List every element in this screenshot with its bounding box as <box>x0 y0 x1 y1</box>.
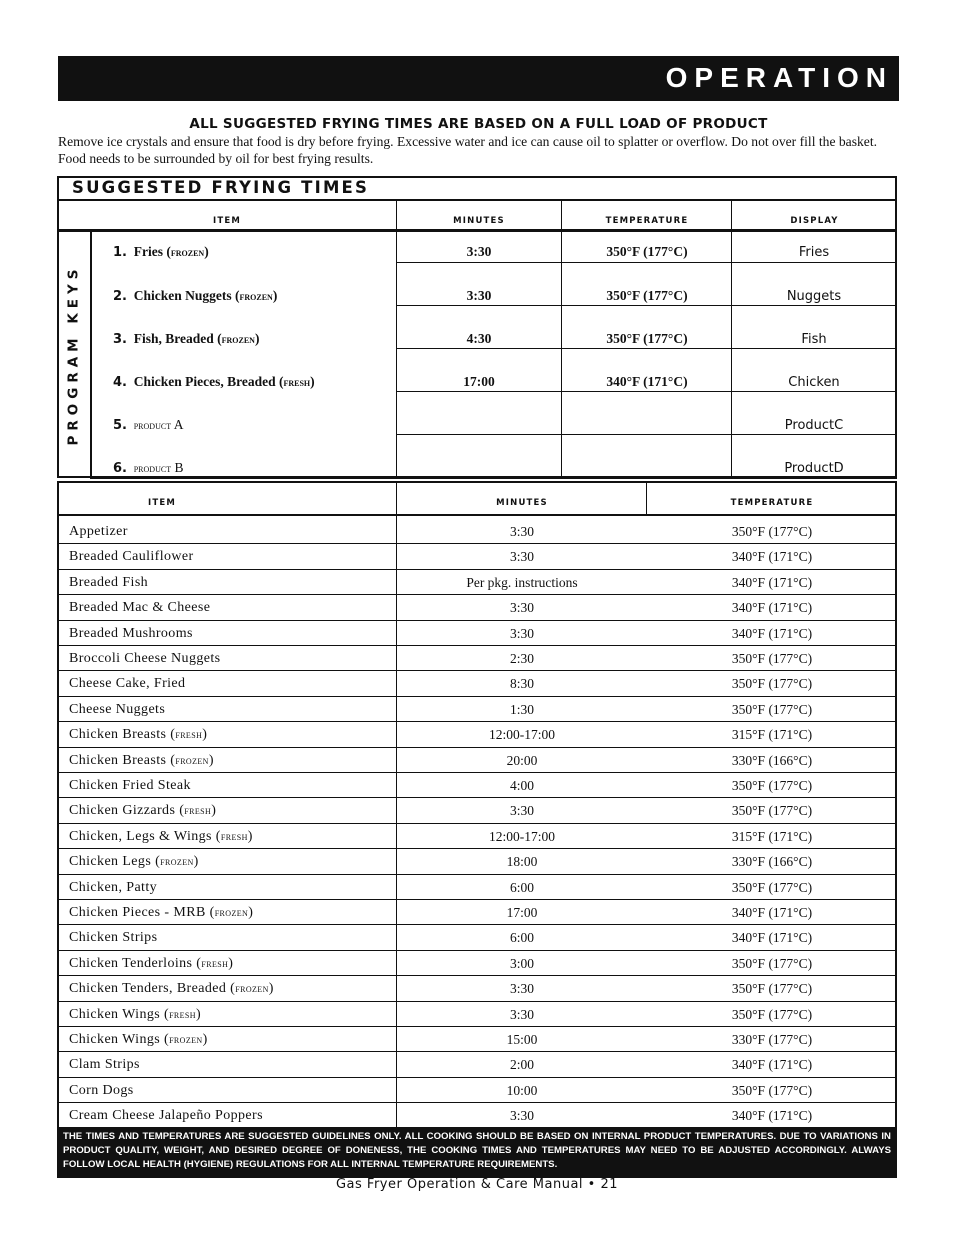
col-header-display: DISPLAY <box>790 216 839 226</box>
minutes-cell: 3:30 <box>509 549 534 565</box>
row-divider <box>57 721 897 722</box>
item-qualifier: frozen <box>169 1034 203 1046</box>
item-prefix: product <box>133 420 172 432</box>
item-name: Cream Cheese Jalapeño Poppers <box>69 1108 263 1124</box>
temperature-cell: 350°F (177°C) <box>606 288 688 303</box>
program-key-row: 1. Fries (frozen) <box>113 244 209 260</box>
row-divider <box>57 594 897 595</box>
display-cell: ProductD <box>784 461 844 476</box>
item-name: Chicken Breasts <box>69 752 167 768</box>
table-row-item: Chicken, Legs & Wings (fresh) <box>69 828 253 844</box>
temperature-cell: 350°F (177°C) <box>731 651 813 666</box>
col-header-minutes: MINUTES <box>496 498 548 508</box>
row-divider <box>57 1102 897 1103</box>
temperature-cell: 350°F (177°C) <box>731 524 813 539</box>
item-name: Cheese Nuggets <box>69 701 166 717</box>
temperature-cell: 340°F (171°C) <box>731 549 813 565</box>
program-key-row: 3. Fish, Breaded (frozen) <box>113 331 260 347</box>
item-prefix: product <box>133 463 172 475</box>
minutes-cell: 17:00 <box>506 905 538 920</box>
program-key-row: 2. Chicken Nuggets (frozen) <box>113 288 278 304</box>
minutes-cell: 10:00 <box>506 1082 538 1098</box>
minutes-cell: 12:00-17:00 <box>489 727 555 743</box>
item-name: Chicken Fried Steak <box>69 778 191 793</box>
table-row-item: Chicken Wings (frozen) <box>69 1032 208 1047</box>
row-divider <box>57 823 897 824</box>
minutes-cell: 2:30 <box>509 651 534 666</box>
item-qualifier: frozen <box>214 907 249 919</box>
col-header-temperature: TEMPERATURE <box>730 498 814 508</box>
program-keys-divider <box>90 231 92 478</box>
item-qualifier: fresh <box>175 729 203 742</box>
col-header-minutes: MINUTES <box>453 216 505 226</box>
row-divider <box>397 348 897 349</box>
table-row-item <box>69 880 157 896</box>
display-cell: Fries <box>798 245 830 260</box>
row-divider <box>57 975 897 976</box>
item-name: Chicken Pieces - MRB <box>69 905 206 920</box>
row-number: 3. <box>113 332 127 347</box>
table-row-item: Chicken Tenderloins (fresh) <box>69 955 234 971</box>
temperature-cell: 315°F (171°C) <box>731 727 813 743</box>
temperature-cell: 340°F (171°C) <box>731 1108 813 1124</box>
temperature-cell: 330°F (177°C) <box>731 1032 813 1047</box>
minutes-cell: 3:30 <box>509 803 534 819</box>
temperature-cell: 330°F (166°C) <box>731 854 813 870</box>
item-name: Chicken Wings <box>69 1006 161 1022</box>
program-key-row <box>113 417 183 433</box>
minutes-cell: 3:30 <box>466 288 492 303</box>
row-divider <box>57 797 897 798</box>
temperature-cell: 340°F (171°C) <box>731 600 813 616</box>
display-cell: Nuggets <box>786 289 842 304</box>
minutes-cell: 15:00 <box>506 1032 538 1047</box>
minutes-cell: Per pkg. instructions <box>466 574 578 590</box>
minutes-cell: 2:00 <box>509 1057 534 1073</box>
minutes-cell: 3:30 <box>509 625 534 641</box>
program-key-row <box>113 460 183 476</box>
item-qualifier: frozen <box>239 291 273 303</box>
temperature-cell: 340°F (171°C) <box>731 930 813 946</box>
row-number: 4. <box>113 375 127 390</box>
table-row-item <box>69 651 221 667</box>
item-name: Clam Strips <box>69 1057 140 1073</box>
row-divider <box>57 1051 897 1052</box>
minutes-cell: 3:30 <box>466 244 492 259</box>
item-name: Chicken Strips <box>69 930 158 946</box>
minutes-cell: 6:00 <box>509 930 534 946</box>
minutes-cell: 4:00 <box>509 778 534 793</box>
item-name: Breaded Mac & Cheese <box>69 600 211 616</box>
row-divider <box>57 874 897 875</box>
table-row-item <box>69 549 194 565</box>
row-divider <box>57 950 897 951</box>
minutes-cell: 8:30 <box>509 676 534 692</box>
minutes-cell: 4:30 <box>466 331 492 346</box>
row-number: 6. <box>113 461 127 476</box>
row-divider <box>57 899 897 900</box>
item-name: Corn Dogs <box>69 1082 134 1098</box>
item-name: Chicken Breasts <box>69 727 167 743</box>
row-divider <box>57 1001 897 1002</box>
table-row-item: Chicken Pieces - MRB (frozen) <box>69 905 254 920</box>
item-qualifier: frozen <box>221 334 255 346</box>
item-name: Breaded Fish <box>69 574 149 590</box>
item-name: Chicken, Legs & Wings <box>69 828 212 844</box>
minutes-cell: 6:00 <box>509 879 534 895</box>
temperature-cell: 350°F (177°C) <box>606 244 688 259</box>
temperature-cell: 340°F (171°C) <box>731 574 813 590</box>
temperature-cell: 340°F (171°C) <box>606 374 688 389</box>
item-qualifier: frozen <box>160 856 194 869</box>
temperature-cell: 350°F (177°C) <box>731 676 813 692</box>
item-name: Chicken Tenderloins <box>69 955 193 971</box>
program-key-row: 4. Chicken Pieces, Breaded (fresh) <box>113 374 315 390</box>
display-cell: Fish <box>801 332 827 347</box>
table-row-item: Chicken Gizzards (fresh) <box>69 803 217 819</box>
minutes-cell: 3:30 <box>509 600 534 616</box>
col-header-item: ITEM <box>147 498 177 508</box>
row-divider <box>57 1077 897 1078</box>
temperature-cell: 340°F (171°C) <box>731 625 813 641</box>
item-name: Breaded Cauliflower <box>69 549 194 565</box>
table-row-item: Chicken Breasts (frozen) <box>69 752 214 768</box>
row-divider <box>397 434 897 435</box>
row-number: 5. <box>113 418 127 433</box>
table-row-item <box>69 600 210 616</box>
minutes-cell: 3:30 <box>509 981 534 997</box>
intro-paragraph: Remove ice crystals and ensure that food is dry before frying. Excessive water and ice can cause oil to splatter or overflow. Do not over fill the basket. Food needs to be surrounded by oil for best frying results. <box>58 134 877 166</box>
divider <box>57 514 897 516</box>
guidelines-note: THE TIMES AND TEMPERATURES ARE SUGGESTED GUIDELINES ONLY. ALL COOKING SHOULD BE BASED ON INTERNAL PRODUCT TEMPERATURES. DUE TO VARIATIONS IN PRODUCT QUALITY, WEIGHT, AND DESIRED DEGREE OF DONENESS, THE COOKING TIMES AND TEMPERATURES MAY NEED TO BE ADJUSTED ACCORDINGLY. ALWAYS FOLLOW LOCAL HEALTH (HYGIENE) REGULATIONS FOR ALL INTERNAL TEMPERATURE REQUIREMENTS. <box>57 1127 897 1178</box>
minutes-cell: 12:00-17:00 <box>489 828 555 844</box>
table-row-item: Chicken Tenders, Breaded (frozen) <box>69 981 274 997</box>
item-name: Chicken, Patty <box>69 879 158 895</box>
temperature-cell: 350°F (177°C) <box>606 331 688 346</box>
col-header-temperature: TEMPERATURE <box>605 216 689 226</box>
temperature-cell: 350°F (177°C) <box>731 1006 813 1022</box>
item-name: A <box>173 417 184 432</box>
row-divider <box>57 1026 897 1027</box>
row-divider <box>57 772 897 773</box>
item-name: Chicken Tenders, Breaded <box>69 981 227 997</box>
table-row-item: Chicken Legs (frozen) <box>69 854 199 870</box>
item-qualifier: frozen <box>170 247 205 259</box>
minutes-cell: 3:30 <box>509 524 534 539</box>
minutes-cell: 18:00 <box>506 854 538 870</box>
row-divider <box>57 620 897 621</box>
minutes-cell: 1:30 <box>509 701 534 717</box>
item-name: Broccoli Cheese Nuggets <box>69 651 221 666</box>
item-name: Chicken Wings <box>69 1032 161 1047</box>
temperature-cell: 330°F (166°C) <box>731 752 813 768</box>
table-row-item <box>69 1108 263 1124</box>
col-header-item: ITEM <box>212 216 242 226</box>
row-divider <box>57 543 897 544</box>
item-qualifier: fresh <box>169 1008 196 1021</box>
item-name: Breaded Mushrooms <box>69 625 193 641</box>
row-divider <box>57 569 897 570</box>
minutes-cell: 17:00 <box>463 374 495 389</box>
table-row-item <box>69 626 193 642</box>
row-divider <box>397 391 897 392</box>
item-name: Fries <box>133 244 163 259</box>
item-name: Appetizer <box>69 524 128 539</box>
table-row-item <box>69 676 185 692</box>
row-divider <box>57 924 897 925</box>
table-row-item <box>69 702 165 718</box>
temperature-cell: 350°F (177°C) <box>731 879 813 895</box>
temperature-cell: 350°F (177°C) <box>731 803 813 819</box>
display-cell: Chicken <box>788 375 840 390</box>
temperature-cell: 340°F (171°C) <box>731 1057 813 1073</box>
minutes-cell: 3:00 <box>509 955 534 971</box>
table-row-item <box>69 1083 134 1099</box>
minutes-cell: 3:30 <box>509 1108 534 1124</box>
table-row-item: Chicken Breasts (fresh) <box>69 727 208 743</box>
row-divider <box>397 305 897 306</box>
item-name: Fish, Breaded <box>133 331 214 346</box>
temperature-cell: 350°F (177°C) <box>731 701 813 717</box>
item-name: Chicken Legs <box>69 854 152 870</box>
section-title: OPERATION <box>665 62 893 93</box>
divider <box>57 199 897 201</box>
row-number: 1. <box>113 245 127 260</box>
row-number: 2. <box>113 289 127 304</box>
display-cell: ProductC <box>784 418 844 433</box>
temperature-cell: 340°F (171°C) <box>731 905 813 920</box>
table-row-item <box>69 524 128 540</box>
row-divider <box>57 670 897 671</box>
minutes-cell: 3:30 <box>509 1006 534 1022</box>
item-qualifier: fresh <box>184 805 212 818</box>
row-divider <box>57 747 897 748</box>
table-row-item: Chicken Wings (fresh) <box>69 1006 202 1022</box>
program-keys-text: PROGRAM KEYS <box>65 264 82 446</box>
minutes-cell: 20:00 <box>506 752 538 768</box>
program-keys-label <box>57 232 90 478</box>
temperature-cell: 350°F (177°C) <box>731 1082 813 1098</box>
item-qualifier: frozen <box>175 754 209 767</box>
item-name: Chicken Pieces, Breaded <box>133 374 276 389</box>
divider <box>90 476 897 479</box>
item-name: Cheese Cake, Fried <box>69 676 186 692</box>
row-divider <box>397 262 897 263</box>
table-row-item <box>69 930 157 946</box>
item-qualifier: fresh <box>201 957 229 970</box>
temperature-cell: 350°F (177°C) <box>731 981 813 997</box>
table-row-item <box>69 1057 140 1073</box>
temperature-cell: 315°F (171°C) <box>731 828 813 844</box>
page-footer: Gas Fryer Operation & Care Manual • 21 <box>335 1177 619 1192</box>
item-qualifier: fresh <box>283 377 311 389</box>
temperature-cell: 350°F (177°C) <box>731 778 813 793</box>
section-banner <box>58 56 899 101</box>
table-row-item <box>69 575 148 591</box>
item-name: B <box>174 460 184 475</box>
row-divider <box>57 696 897 697</box>
divider <box>57 229 897 232</box>
item-name: Chicken Gizzards <box>69 803 176 819</box>
item-qualifier: fresh <box>220 830 248 843</box>
suggested-frying-times-title: SUGGESTED FRYING TIMES <box>72 178 370 197</box>
item-qualifier: frozen <box>235 983 269 996</box>
table-row-item <box>69 778 191 794</box>
row-divider <box>57 848 897 849</box>
temperature-cell: 350°F (177°C) <box>731 955 813 971</box>
full-load-heading: ALL SUGGESTED FRYING TIMES ARE BASED ON A FULL LOAD OF PRODUCT <box>189 116 768 132</box>
item-name: Chicken Nuggets <box>133 288 232 303</box>
row-divider <box>57 645 897 646</box>
